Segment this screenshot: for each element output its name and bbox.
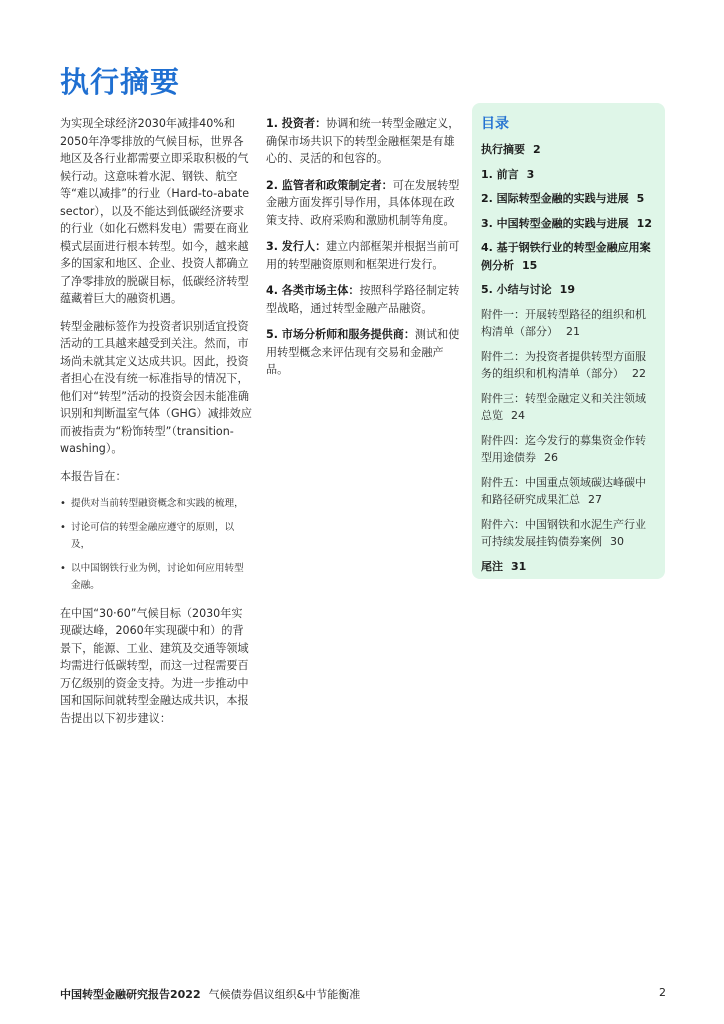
toc-item[interactable] (481, 432, 656, 467)
report-aims-heading: 本报告旨在： (60, 469, 127, 483)
toc-item-page: 15 (522, 258, 538, 272)
toc-item-page: 3 (526, 167, 535, 181)
toc-item-page: 24 (511, 409, 525, 422)
footer-report-title: 中国转型金融研究报告2022 (60, 988, 201, 1001)
recommendation-item (266, 177, 462, 230)
toc-item-page: 22 (632, 367, 646, 380)
toc-item-label: 附件一：开展转型路径的组织和机构清单（部分） (481, 307, 646, 338)
list-item: • 讨论可信的转型金融应遵守的原则，以及， (60, 519, 252, 554)
toc-item[interactable] (481, 558, 656, 576)
toc-item[interactable] (481, 166, 656, 184)
toc-item-page: 31 (511, 559, 527, 573)
toc-item-page: 30 (610, 535, 624, 548)
toc-item-page: 2 (533, 143, 541, 156)
recommendation-lead: 4. 各类市场主体： (266, 284, 360, 297)
toc-item-label: 尾注 (481, 559, 503, 573)
toc-item-label: 附件五：中国重点领域碳达峰碳中和路径研究成果汇总 (481, 475, 646, 506)
recommendation-text: 建立内部框架并根据当前可用的转型融资原则和框架进行发行。 (266, 240, 460, 271)
recommendation-item (266, 326, 462, 379)
toc-item-label: 4. 基于钢铁行业的转型金融应用案例分析 (481, 241, 651, 272)
footer-organizations: 气候债券倡议组织&中节能衡准 (208, 988, 361, 1001)
report-aims-list (60, 495, 252, 595)
recommendation-text: 可在发展转型金融方面发挥引导作用，具体体现在政策支持、政府采购和激励机制等角度。 (266, 178, 460, 227)
toc-item[interactable] (481, 516, 656, 551)
page-number: 2 (659, 986, 666, 999)
toc-item-label: 执行摘要 (481, 143, 525, 156)
toc-item-label: 5. 小结与讨论 (481, 283, 552, 296)
toc-item-label: 2. 国际转型金融的实践与进展 (481, 192, 629, 205)
recommendation-lead: 2. 监管者和政策制定者： (266, 178, 393, 192)
toc-item[interactable] (481, 390, 656, 425)
page-footer (60, 986, 666, 1002)
toc-item[interactable] (481, 215, 656, 233)
toc-item[interactable] (481, 348, 656, 383)
transition-label-paragraph: 转型金融标签作为投资者识别适宜投资活动的工具越来越受到关注。然而，市场尚未就其定义达成共识。因此，投资者担心在没有统一标准指导的情况下，他们对“转型”活动的投资会因未能准确识别和判断温室气体（GHG）减排效应而被指责为“粉饰转型”（transition-washing）。 (60, 319, 252, 455)
recommendation-item (266, 282, 462, 317)
toc-item-page: 26 (544, 451, 558, 464)
china-context-paragraph: 在中国“30·60”气候目标（2030年实现碳达峰，2060年实现碳中和）的背景下，能源、工业、建筑及交通等领域均需进行低碳转型，而这一过程需要百万亿级别的资金支持。为进一步推动中国和国际间就转型金融达成共识，本报告提出以下初步建议： (60, 606, 249, 725)
toc-item-page: 27 (588, 493, 602, 506)
toc-item-label: 附件三：转型金融定义和关注领域总览 (481, 391, 646, 422)
toc-item[interactable] (481, 190, 656, 208)
recommendation-text: 按照科学路径制定转型战略，通过转型金融产品融资。 (266, 284, 460, 315)
recommendation-text: 协调和统一转型金融定义，确保市场共识下的转型金融框架是有雄心的、灵活的和包容的。 (266, 117, 460, 165)
toc-item[interactable] (481, 239, 656, 274)
toc-item[interactable] (481, 281, 656, 299)
recommendation-lead: 5. 市场分析师和服务提供商： (266, 328, 415, 341)
recommendation-item (266, 238, 462, 273)
recommendations-column (266, 115, 462, 388)
recommendation-text: 测试和使用转型概念来评估现有交易和金融产品。 (266, 328, 460, 376)
summary-column-left (60, 115, 252, 737)
toc-item-label: 1. 前言 (481, 167, 519, 181)
toc-item[interactable] (481, 306, 656, 341)
toc-item-page: 5 (636, 192, 645, 205)
list-item: • 以中国钢铁行业为例，讨论如何应用转型金融。 (60, 560, 252, 595)
recommendation-lead: 3. 发行人： (266, 240, 327, 253)
toc-item-label: 3. 中国转型金融的实践与进展 (481, 216, 629, 230)
page-title: 执行摘要 (60, 65, 181, 99)
table-of-contents (472, 103, 665, 579)
toc-item-label: 附件四：迄今发行的募集资金作转型用途债券 (481, 433, 646, 464)
toc-item[interactable] (481, 474, 656, 509)
toc-item-page: 21 (566, 325, 580, 338)
toc-item-page: 19 (559, 283, 575, 296)
toc-item[interactable] (481, 141, 656, 159)
toc-item-page: 12 (636, 216, 652, 230)
toc-item-label: 附件二：为投资者提供转型方面服务的组织和机构清单（部分） (481, 349, 646, 380)
recommendation-lead: 1. 投资者： (266, 117, 327, 130)
intro-paragraph: 为实现全球经济2030年减排40%和2050年净零排放的气候目标，世界各地区及各行业都需要立即采取积极的气候行动。这意味着水泥、钢铁、航空等“难以减排”的行业（Hard-to-abate sector），以及不能达到低碳经济要求的行业（如化石燃料发电）需要在商业模式层面进行根本转型。如今，越来越多的国家和地区、企业、投资人都确立了净零排放的脱碳目标，低碳经济转型蕴藏着巨大的融资机遇。 (60, 117, 250, 305)
toc-title: 目录 (481, 116, 509, 132)
recommendation-item (266, 115, 462, 168)
list-item: • 提供对当前转型融资概念和实践的梳理， (60, 495, 252, 513)
toc-item-label: 附件六：中国钢铁和水泥生产行业可持续发展挂钩债券案例 (481, 517, 646, 548)
